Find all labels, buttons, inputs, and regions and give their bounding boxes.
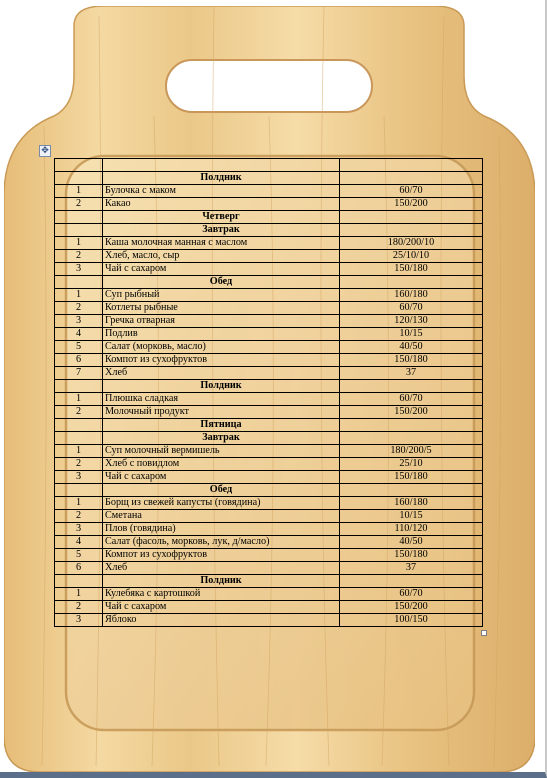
section-title: Полдник [103,380,340,393]
portion-weight: 150/180 [340,263,483,276]
dish-name: Суп молочный вермишель [103,445,340,458]
table-row [55,185,483,198]
item-number: 3 [55,523,103,536]
section-title: Полдник [103,575,340,588]
header-spacer-cell [340,419,483,432]
item-number: 5 [55,549,103,562]
dish-name: Суп рыбный [103,289,340,302]
portion-weight: 160/180 [340,497,483,510]
portion-weight: 10/15 [340,510,483,523]
table-row [55,497,483,510]
portion-weight: 60/70 [340,302,483,315]
dish-name: Хлеб [103,562,340,575]
section-title: Обед [103,276,340,289]
table-row [55,341,483,354]
dish-name: Кулебяка с картошкой [103,588,340,601]
table-row [55,614,483,627]
table-row [55,393,483,406]
table-row [55,250,483,263]
dish-name: Булочка с маком [103,185,340,198]
dish-name: Чай с сахаром [103,263,340,276]
item-number: 2 [55,601,103,614]
header-spacer-cell [340,172,483,185]
empty-cell [103,159,340,172]
portion-weight: 150/180 [340,471,483,484]
dish-name: Компот из сухофруктов [103,354,340,367]
portion-weight: 150/180 [340,354,483,367]
header-spacer-cell [340,575,483,588]
header-spacer-cell [55,172,103,185]
dish-name: Яблоко [103,614,340,627]
item-number: 7 [55,367,103,380]
section-title: Пятница [103,419,340,432]
item-number: 3 [55,614,103,627]
portion-weight: 110/120 [340,523,483,536]
table-row [55,328,483,341]
menu-table-body [55,159,483,627]
portion-weight: 40/50 [340,341,483,354]
item-number: 2 [55,302,103,315]
section-header-row [55,484,483,497]
portion-weight: 150/200 [340,406,483,419]
item-number: 1 [55,393,103,406]
item-number: 3 [55,315,103,328]
header-spacer-cell [55,224,103,237]
item-number: 3 [55,471,103,484]
item-number: 6 [55,562,103,575]
item-number: 1 [55,237,103,250]
table-row [55,523,483,536]
header-spacer-cell [55,575,103,588]
dish-name: Чай с сахаром [103,601,340,614]
portion-weight: 25/10 [340,458,483,471]
item-number: 6 [55,354,103,367]
dish-name: Хлеб с повидлом [103,458,340,471]
section-title: Полдник [103,172,340,185]
header-spacer-cell [340,432,483,445]
header-spacer-cell [55,380,103,393]
portion-weight: 150/200 [340,198,483,211]
header-spacer-cell [340,380,483,393]
table-row [55,601,483,614]
table-row [55,367,483,380]
table-row [55,237,483,250]
header-spacer-cell [55,276,103,289]
section-title: Четверг [103,211,340,224]
dish-name: Молочный продукт [103,406,340,419]
item-number: 4 [55,536,103,549]
header-spacer-cell [55,432,103,445]
dish-name: Хлеб, масло, сыр [103,250,340,263]
dish-name: Плов (говядина) [103,523,340,536]
item-number: 1 [55,289,103,302]
item-number: 2 [55,510,103,523]
portion-weight: 25/10/10 [340,250,483,263]
portion-weight: 120/130 [340,315,483,328]
header-spacer-cell [340,224,483,237]
section-header-row [55,432,483,445]
header-spacer-cell [55,419,103,432]
portion-weight: 180/200/5 [340,445,483,458]
dish-name: Каша молочная манная с маслом [103,237,340,250]
item-number: 2 [55,250,103,263]
item-number: 5 [55,341,103,354]
section-header-row [55,380,483,393]
table-row [55,536,483,549]
dish-name: Плюшка сладкая [103,393,340,406]
section-header-row [55,224,483,237]
empty-cell [340,159,483,172]
table-row [55,549,483,562]
table-row [55,588,483,601]
table-row [55,458,483,471]
menu-table [54,158,483,627]
table-row [55,315,483,328]
dish-name: Салат (морковь, масло) [103,341,340,354]
table-row [55,198,483,211]
header-spacer-cell [55,211,103,224]
table-row [55,471,483,484]
dish-name: Подлив [103,328,340,341]
portion-weight: 160/180 [340,289,483,302]
header-spacer-cell [340,484,483,497]
item-number: 1 [55,185,103,198]
section-title: Завтрак [103,432,340,445]
header-spacer-cell [55,484,103,497]
portion-weight: 60/70 [340,185,483,198]
header-spacer-cell [340,211,483,224]
section-header-row [55,211,483,224]
item-number: 1 [55,445,103,458]
portion-weight: 40/50 [340,536,483,549]
item-number: 3 [55,263,103,276]
table-row [55,289,483,302]
item-number: 2 [55,406,103,419]
item-number: 4 [55,328,103,341]
dish-name: Котлеты рыбные [103,302,340,315]
item-number: 2 [55,198,103,211]
section-header-row [55,172,483,185]
table-row [55,302,483,315]
item-number: 1 [55,588,103,601]
portion-weight: 100/150 [340,614,483,627]
empty-cell [55,159,103,172]
table-move-handle-icon[interactable]: ✥ [39,145,51,157]
table-row [55,562,483,575]
section-header-row [55,276,483,289]
portion-weight: 60/70 [340,393,483,406]
dish-name: Какао [103,198,340,211]
item-number: 2 [55,458,103,471]
dish-name: Гречка отварная [103,315,340,328]
table-row [55,354,483,367]
portion-weight: 10/15 [340,328,483,341]
dish-name: Сметана [103,510,340,523]
section-header-row [55,575,483,588]
table-row [55,445,483,458]
header-spacer-cell [340,276,483,289]
dish-name: Салат (фасоль, морковь, лук, д/масло) [103,536,340,549]
portion-weight: 150/200 [340,601,483,614]
portion-weight: 150/180 [340,549,483,562]
table-row [55,263,483,276]
dish-name: Чай с сахаром [103,471,340,484]
item-number: 1 [55,497,103,510]
portion-weight: 37 [340,367,483,380]
dish-name: Компот из сухофруктов [103,549,340,562]
dish-name: Борщ из свежей капусты (говядина) [103,497,340,510]
table-resize-handle-icon[interactable] [481,630,487,636]
section-title: Завтрак [103,224,340,237]
table-row [55,510,483,523]
empty-row [55,159,483,172]
section-title: Обед [103,484,340,497]
portion-weight: 180/200/10 [340,237,483,250]
table-row [55,406,483,419]
dish-name: Хлеб [103,367,340,380]
portion-weight: 60/70 [340,588,483,601]
section-header-row [55,419,483,432]
portion-weight: 37 [340,562,483,575]
